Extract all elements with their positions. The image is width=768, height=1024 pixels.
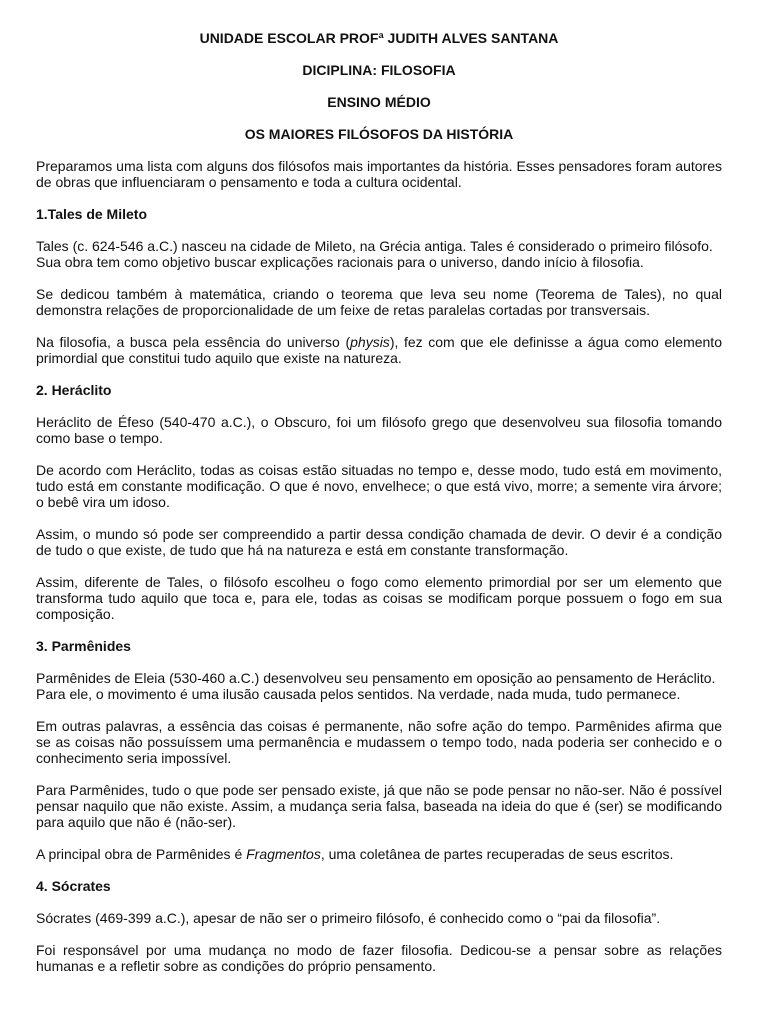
heraclito-paragraph-3: Assim, o mundo só pode ser compreendido a partir dessa condição chamada de devir. O devir é a condição de tudo o que existe, de tudo que há na natureza e está em constante transformação. xyxy=(36,526,722,558)
section-title-tales: 1.Tales de Mileto xyxy=(36,206,147,222)
document-page xyxy=(36,30,722,990)
parmenides-paragraph-3: Para Parmênides, tudo o que pode ser pensado existe, já que não se pode pensar no não-ser. Não é possível pensar naquilo que não existe. Assim, a mudança seria falsa, baseada na ideia do que é (ser) se modificando para aquilo que não é (não-ser). xyxy=(36,782,722,830)
parmenides-p4-text-a: A principal obra de Parmênides é xyxy=(36,846,247,862)
parmenides-paragraph-1: Parmênides de Eleia (530-460 a.C.) desenvolveu seu pensamento em oposição ao pensamento de Heráclito. Para ele, o movimento é uma ilusão causada pelos sentidos. Na verdade, nada muda, tudo permanece. xyxy=(36,670,716,702)
parmenides-paragraph-2: Em outras palavras, a essência das coisas é permanente, não sofre ação do tempo. Parmênides afirma que se as coisas não possuíssem uma permanência e mudassem o tempo todo, nada poderia ser conhecido e o conhecimento seria impossível. xyxy=(36,718,722,766)
section-title-heraclito: 2. Heráclito xyxy=(36,382,112,398)
heraclito-paragraph-4: Assim, diferente de Tales, o filósofo escolheu o fogo como elemento primordial por ser um elemento que transforma tudo aquilo que toca e, para ele, todas as coisas se modificam porque possuem o fogo em sua composição. xyxy=(36,574,722,622)
section-title-parmenides: 3. Parmênides xyxy=(36,638,131,654)
heraclito-paragraph-2: De acordo com Heráclito, todas as coisas estão situadas no tempo e, desse modo, tudo está em movimento, tudo está em constante modificação. O que é novo, envelhece; o que está vivo, morre; a semente vira árvore; o bebê vira um idoso. xyxy=(36,462,722,510)
tales-p3-text-a: Na filosofia, a busca pela essência do universo ( xyxy=(36,334,351,350)
tales-p3-italic: physis xyxy=(350,334,390,350)
discipline-line: DICIPLINA: FILOSOFIA xyxy=(302,62,456,78)
socrates-paragraph-1: Sócrates (469-399 a.C.), apesar de não ser o primeiro filósofo, é conhecido como o “pai da filosofia”. xyxy=(36,910,661,926)
intro-paragraph: Preparamos uma lista com alguns dos filósofos mais importantes da história. Esses pensadores foram autores de obras que influenciaram o pensamento e toda a cultura ocidental. xyxy=(36,158,722,190)
parmenides-p4-italic: Fragmentos xyxy=(246,846,321,862)
heraclito-paragraph-1: Heráclito de Éfeso (540-470 a.C.), o Obscuro, foi um filósofo grego que desenvolveu sua filosofia tomando como base o tempo. xyxy=(36,414,722,446)
socrates-paragraph-2: Foi responsável por uma mudança no modo de fazer filosofia. Dedicou-se a pensar sobre as relações humanas e a refletir sobre as condições do próprio pensamento. xyxy=(36,942,722,974)
tales-paragraph-3 xyxy=(36,334,722,366)
school-name: UNIDADE ESCOLAR PROFª JUDITH ALVES SANTANA xyxy=(199,30,559,46)
tales-paragraph-2: Se dedicou também à matemática, criando o teorema que leva seu nome (Teorema de Tales), no qual demonstra relações de proporcionalidade de um feixe de retas paralelas cortadas por transversais. xyxy=(36,286,722,318)
level-line: ENSINO MÉDIO xyxy=(327,94,431,110)
tales-p3-text-b: ), fez com que ele definisse a água como elemento primordial que constitui tudo aquilo que existe na natureza. xyxy=(36,334,722,366)
parmenides-p4-text-b: , uma coletânea de partes recuperadas de seus escritos. xyxy=(320,846,674,862)
tales-paragraph-1: Tales (c. 624-546 a.C.) nasceu na cidade de Mileto, na Grécia antiga. Tales é considerado o primeiro filósofo. Sua obra tem como objetivo buscar explicações racionais para o universo, dando início à filosofia. xyxy=(36,238,713,270)
document-title: OS MAIORES FILÓSOFOS DA HISTÓRIA xyxy=(244,126,514,142)
section-title-socrates: 4. Sócrates xyxy=(36,878,111,894)
parmenides-paragraph-4 xyxy=(36,846,722,862)
